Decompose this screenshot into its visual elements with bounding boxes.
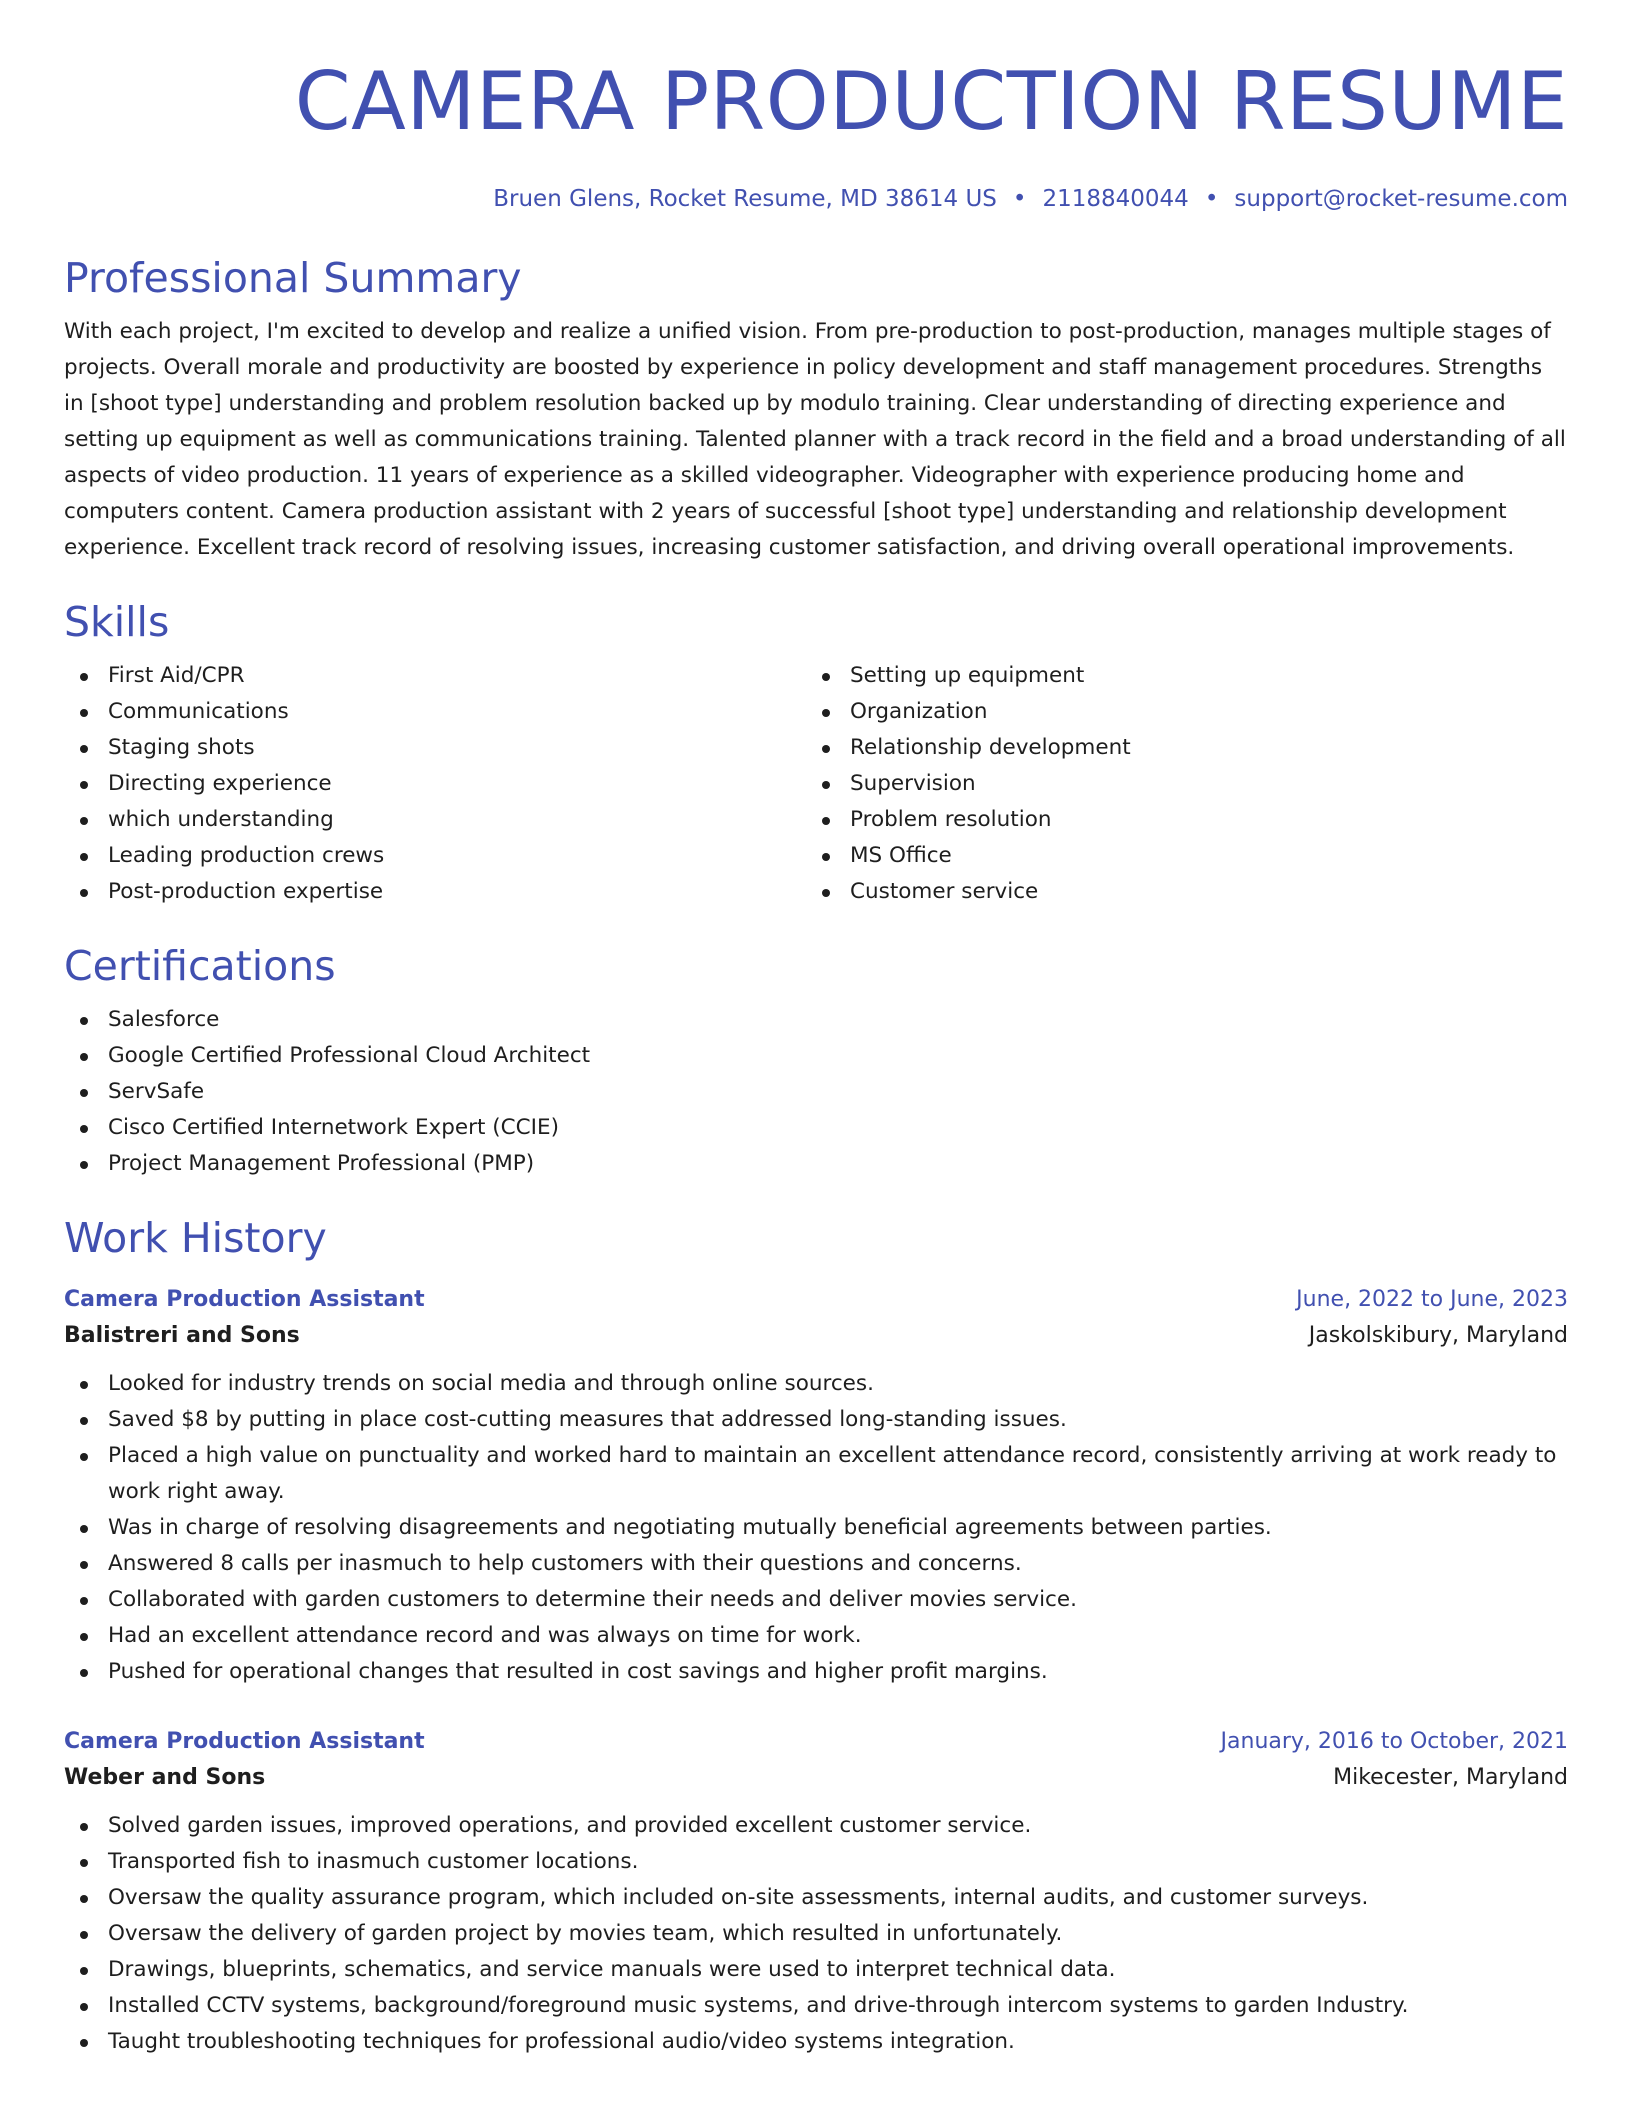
job-title: Camera Production Assistant — [64, 1729, 425, 1754]
certification-item: ServSafe — [64, 1074, 1568, 1110]
job-duty-item: Was in charge of resolving disagreements and negotiating mutually beneficial agreements between parties. — [64, 1510, 1568, 1546]
job-duty-item: Looked for industry trends on social media and through online sources. — [64, 1366, 1568, 1402]
skill-item: Organization — [806, 694, 1548, 730]
contact-separator: • — [1204, 186, 1219, 212]
job-duty-item: Solved garden issues, improved operations, and provided excellent customer service. — [64, 1808, 1568, 1844]
job-duty-item: Collaborated with garden customers to determine their needs and deliver movies service. — [64, 1582, 1568, 1618]
job-header-row — [64, 1282, 1568, 1318]
certifications-list — [64, 1002, 1568, 1182]
job-employer-row — [64, 1760, 1568, 1796]
resume-page — [64, 0, 1568, 2060]
section-title-summary: Professional Summary — [64, 254, 522, 302]
skill-item: Relationship development — [806, 730, 1548, 766]
skill-item: Setting up equipment — [806, 658, 1548, 694]
job-duties-list — [64, 1808, 1568, 2060]
job-duty-item: Placed a high value on punctuality and worked hard to maintain an excellent attendance record, consistently arriving at work ready to work right away. — [64, 1438, 1568, 1510]
job-entry — [64, 1282, 1568, 1690]
section-title-work-history: Work History — [64, 1214, 327, 1262]
job-company: Balistreri and Sons — [64, 1323, 300, 1348]
contact-phone: 2118840044 — [1042, 186, 1189, 212]
skill-item: Directing experience — [64, 766, 806, 802]
job-location: Mikecester, Maryland — [1333, 1765, 1568, 1790]
job-duty-item: Oversaw the delivery of garden project by movies team, which resulted in unfortunately. — [64, 1916, 1568, 1952]
contact-separator: • — [1012, 186, 1027, 212]
job-duty-item: Drawings, blueprints, schematics, and service manuals were used to interpret technical data. — [64, 1952, 1568, 1988]
skill-item: First Aid/CPR — [64, 658, 806, 694]
skill-item: Staging shots — [64, 730, 806, 766]
summary-text: With each project, I'm excited to develop and realize a unified vision. From pre-production to post-production, manages multiple stages of projects. Overall morale and productivity are boosted by experience in policy development and staff management procedures. Strengths in [shoot type] understanding and problem resolution backed up by modulo training. Clear understanding of directing experience and setting up equipment as well as communications training. Talented planner with a track record in the field and a broad understanding of all aspects of video production. 11 years of experience as a skilled videographer. Videographer with experience producing home and computers content. Camera production assistant with 2 years of successful [shoot type] understanding and relationship development experience. Excellent track record of resolving issues, increasing customer satisfaction, and driving overall operational improvements. — [64, 319, 1566, 560]
skill-item: Leading production crews — [64, 838, 806, 874]
job-location: Jaskolskibury, Maryland — [1308, 1323, 1568, 1348]
job-company: Weber and Sons — [64, 1765, 266, 1790]
job-duties-list — [64, 1366, 1568, 1690]
certification-item: Google Certified Professional Cloud Architect — [64, 1038, 1568, 1074]
certification-item: Project Management Professional (PMP) — [64, 1146, 1568, 1182]
job-dates: January, 2016 to October, 2021 — [1220, 1729, 1568, 1754]
skill-item: Communications — [64, 694, 806, 730]
skills-column-right — [806, 658, 1548, 910]
resume-name: CAMERA PRODUCTION RESUME — [294, 55, 1568, 148]
job-entry — [64, 1724, 1568, 2060]
skill-item: Customer service — [806, 874, 1548, 910]
job-duty-item: Transported fish to inasmuch customer locations. — [64, 1844, 1568, 1880]
skill-item: which understanding — [64, 802, 806, 838]
job-duty-item: Taught troubleshooting techniques for professional audio/video systems integration. — [64, 2024, 1568, 2060]
job-employer-row — [64, 1318, 1568, 1354]
job-duty-item: Installed CCTV systems, background/foreground music systems, and drive-through intercom systems to garden Industry. — [64, 1988, 1568, 2024]
job-duty-item: Answered 8 calls per inasmuch to help customers with their questions and concerns. — [64, 1546, 1568, 1582]
job-duty-item: Had an excellent attendance record and was always on time for work. — [64, 1618, 1568, 1654]
skills-list — [64, 648, 1568, 910]
skill-item: Problem resolution — [806, 802, 1548, 838]
section-title-skills: Skills — [64, 598, 170, 646]
skill-item: Post-production expertise — [64, 874, 806, 910]
job-dates: June, 2022 to June, 2023 — [1296, 1287, 1568, 1312]
certification-item: Salesforce — [64, 1002, 1568, 1038]
section-title-certifications: Certifications — [64, 942, 336, 990]
skill-item: MS Office — [806, 838, 1548, 874]
job-duty-item: Saved $8 by putting in place cost-cutting measures that addressed long-standing issues. — [64, 1402, 1568, 1438]
certification-item: Cisco Certified Internetwork Expert (CCIE) — [64, 1110, 1568, 1146]
contact-email[interactable]: support@rocket-resume.com — [1234, 186, 1568, 212]
contact-line — [64, 184, 1568, 214]
contact-address: Bruen Glens, Rocket Resume, MD 38614 US — [493, 186, 997, 212]
job-duty-item: Pushed for operational changes that resulted in cost savings and higher profit margins. — [64, 1654, 1568, 1690]
job-duty-item: Oversaw the quality assurance program, which included on-site assessments, internal audits, and customer surveys. — [64, 1880, 1568, 1916]
skills-column-left — [64, 658, 806, 910]
job-header-row — [64, 1724, 1568, 1760]
job-title: Camera Production Assistant — [64, 1287, 425, 1312]
skill-item: Supervision — [806, 766, 1548, 802]
